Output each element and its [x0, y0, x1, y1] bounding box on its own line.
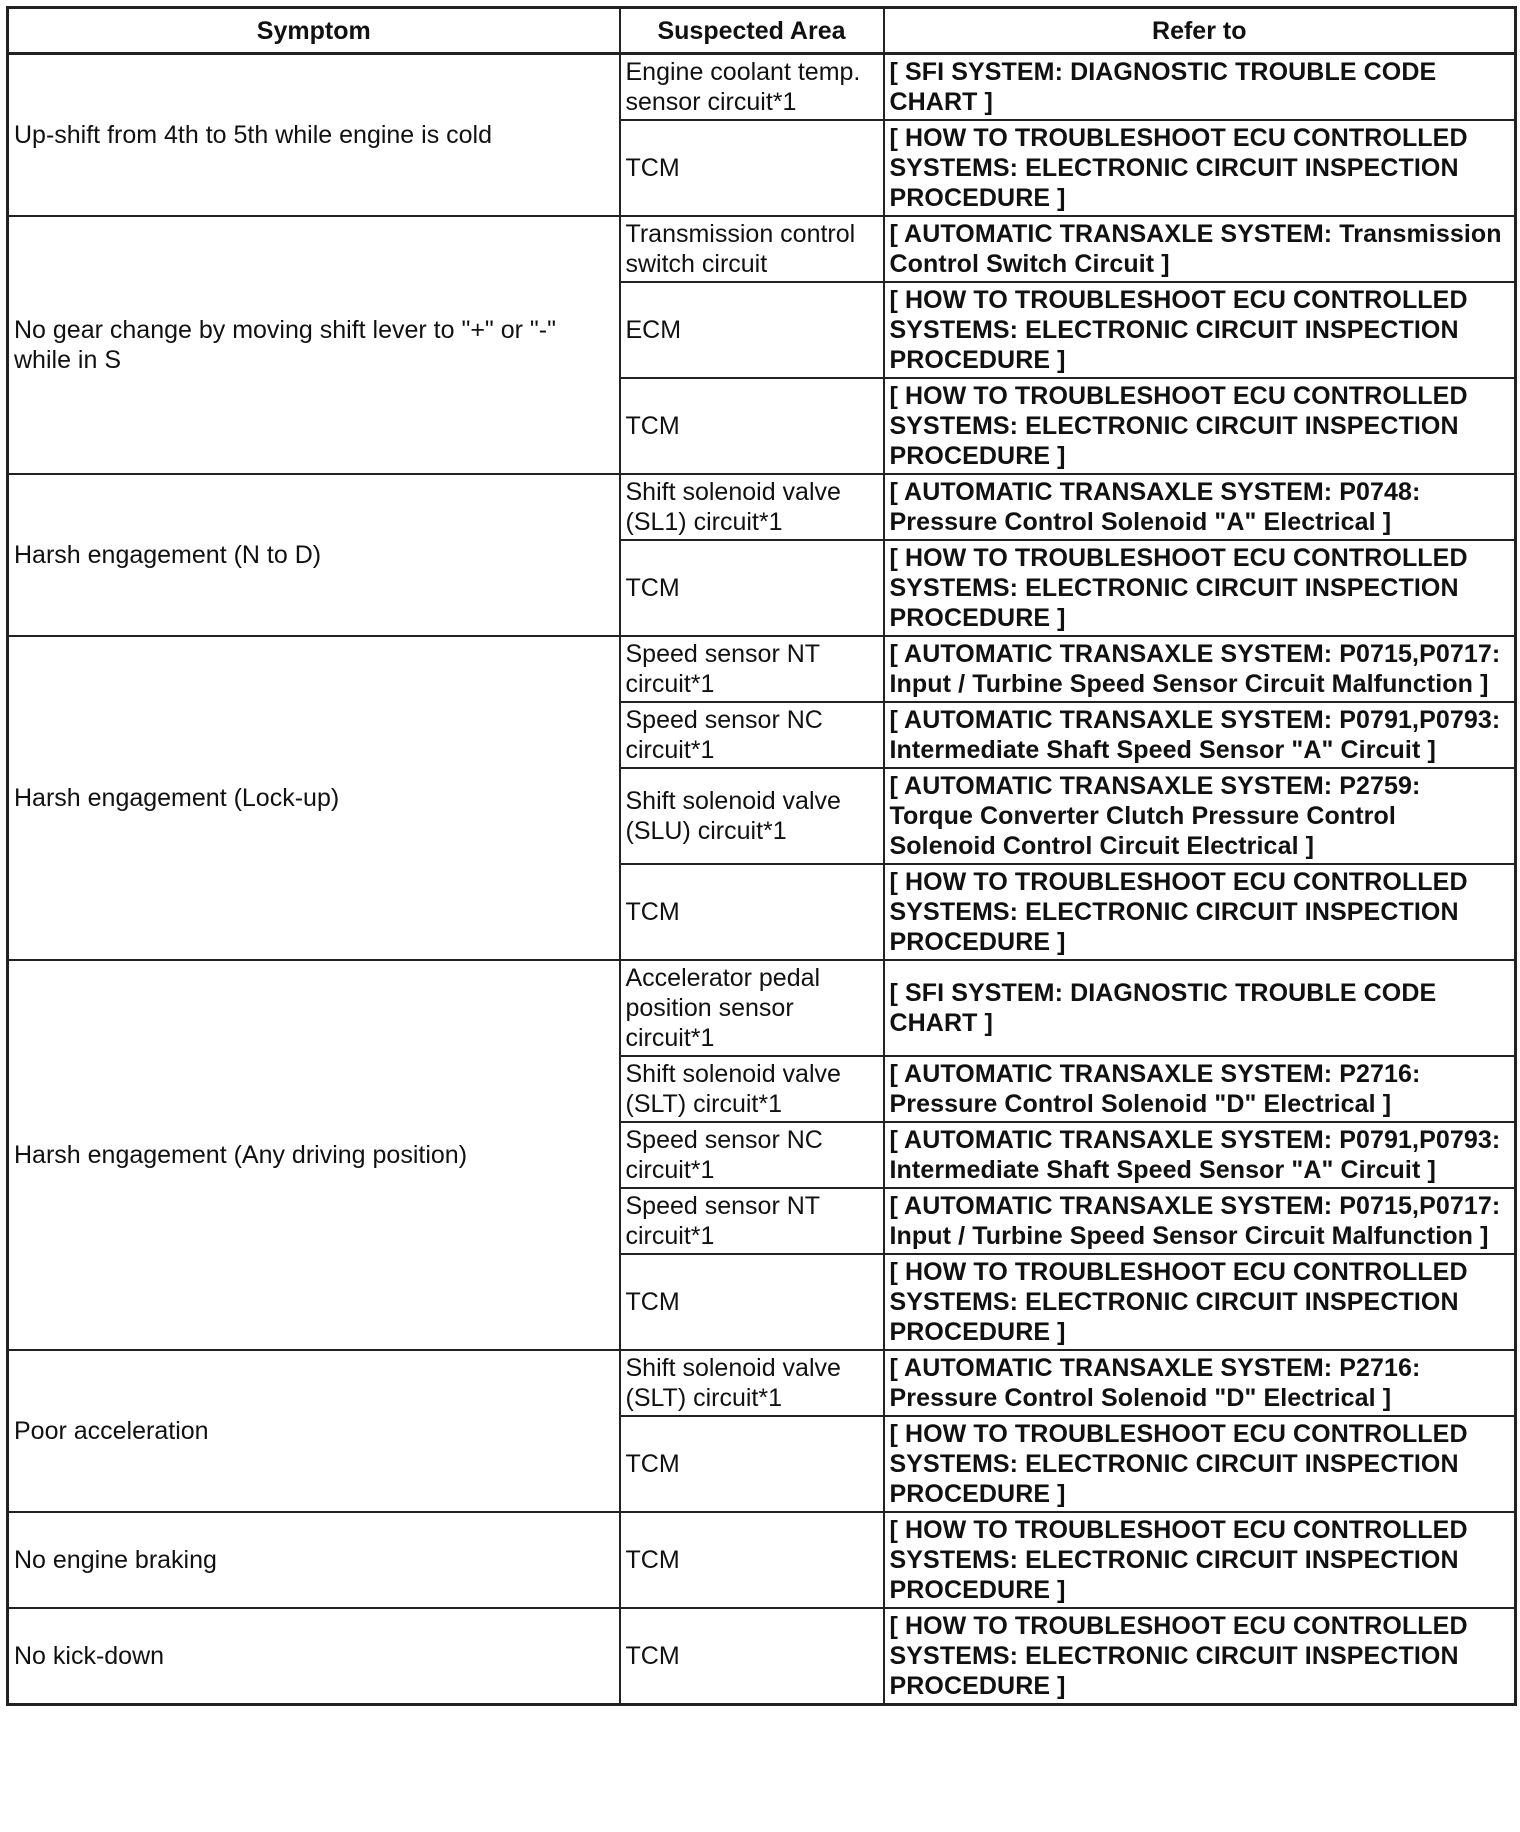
symptom-cell: Poor acceleration — [8, 1350, 620, 1512]
refer-to-link[interactable]: [ HOW TO TROUBLESHOOT ECU CONTROLLED SYSTEMS: ELECTRONIC CIRCUIT INSPECTION PROCEDURE ] — [884, 1608, 1516, 1705]
table-row — [8, 1608, 1516, 1705]
suspected-area-cell: TCM — [620, 120, 884, 216]
symptom-cell: No kick-down — [8, 1608, 620, 1705]
header-symptom: Symptom — [8, 8, 620, 54]
refer-to-link[interactable]: [ HOW TO TROUBLESHOOT ECU CONTROLLED SYSTEMS: ELECTRONIC CIRCUIT INSPECTION PROCEDURE ] — [884, 282, 1516, 378]
refer-to-link[interactable]: [ AUTOMATIC TRANSAXLE SYSTEM: P0715,P0717: Input / Turbine Speed Sensor Circuit Malfunction ] — [884, 1188, 1516, 1254]
suspected-area-cell: Shift solenoid valve (SLU) circuit*1 — [620, 768, 884, 864]
suspected-area-cell: TCM — [620, 1416, 884, 1512]
suspected-area-cell: Shift solenoid valve (SLT) circuit*1 — [620, 1056, 884, 1122]
suspected-area-cell: TCM — [620, 1512, 884, 1608]
refer-to-link[interactable]: [ SFI SYSTEM: DIAGNOSTIC TROUBLE CODE CHART ] — [884, 54, 1516, 121]
table-row — [8, 54, 1516, 121]
suspected-area-cell: TCM — [620, 540, 884, 636]
refer-to-link[interactable]: [ AUTOMATIC TRANSAXLE SYSTEM: P0715,P0717: Input / Turbine Speed Sensor Circuit Malfunction ] — [884, 636, 1516, 702]
refer-to-link[interactable]: [ AUTOMATIC TRANSAXLE SYSTEM: P0791,P0793: Intermediate Shaft Speed Sensor "A" Circuit ] — [884, 702, 1516, 768]
refer-to-link[interactable]: [ HOW TO TROUBLESHOOT ECU CONTROLLED SYSTEMS: ELECTRONIC CIRCUIT INSPECTION PROCEDURE ] — [884, 864, 1516, 960]
refer-to-link[interactable]: [ HOW TO TROUBLESHOOT ECU CONTROLLED SYSTEMS: ELECTRONIC CIRCUIT INSPECTION PROCEDURE ] — [884, 540, 1516, 636]
table-row — [8, 474, 1516, 540]
suspected-area-cell: TCM — [620, 378, 884, 474]
refer-to-link[interactable]: [ AUTOMATIC TRANSAXLE SYSTEM: P2716: Pressure Control Solenoid "D" Electrical ] — [884, 1350, 1516, 1416]
refer-to-link[interactable]: [ SFI SYSTEM: DIAGNOSTIC TROUBLE CODE CHART ] — [884, 960, 1516, 1056]
table-row — [8, 1350, 1516, 1416]
suspected-area-cell: Speed sensor NC circuit*1 — [620, 702, 884, 768]
refer-to-link[interactable]: [ HOW TO TROUBLESHOOT ECU CONTROLLED SYSTEMS: ELECTRONIC CIRCUIT INSPECTION PROCEDURE ] — [884, 1254, 1516, 1350]
table-row — [8, 636, 1516, 702]
problem-symptoms-table — [6, 6, 1517, 1706]
refer-to-link[interactable]: [ HOW TO TROUBLESHOOT ECU CONTROLLED SYSTEMS: ELECTRONIC CIRCUIT INSPECTION PROCEDURE ] — [884, 1512, 1516, 1608]
refer-to-link[interactable]: [ HOW TO TROUBLESHOOT ECU CONTROLLED SYSTEMS: ELECTRONIC CIRCUIT INSPECTION PROCEDURE ] — [884, 120, 1516, 216]
refer-to-link[interactable]: [ AUTOMATIC TRANSAXLE SYSTEM: P2716: Pressure Control Solenoid "D" Electrical ] — [884, 1056, 1516, 1122]
refer-to-link[interactable]: [ HOW TO TROUBLESHOOT ECU CONTROLLED SYSTEMS: ELECTRONIC CIRCUIT INSPECTION PROCEDURE ] — [884, 378, 1516, 474]
suspected-area-cell: ECM — [620, 282, 884, 378]
suspected-area-cell: TCM — [620, 1608, 884, 1705]
refer-to-link[interactable]: [ AUTOMATIC TRANSAXLE SYSTEM: Transmission Control Switch Circuit ] — [884, 216, 1516, 282]
refer-to-link[interactable]: [ AUTOMATIC TRANSAXLE SYSTEM: P0748: Pressure Control Solenoid "A" Electrical ] — [884, 474, 1516, 540]
suspected-area-cell: TCM — [620, 1254, 884, 1350]
symptom-cell: Harsh engagement (Any driving position) — [8, 960, 620, 1350]
symptom-cell: No engine braking — [8, 1512, 620, 1608]
refer-to-link[interactable]: [ AUTOMATIC TRANSAXLE SYSTEM: P2759: Torque Converter Clutch Pressure Control Solenoid Control Circuit Electrical ] — [884, 768, 1516, 864]
suspected-area-cell: TCM — [620, 864, 884, 960]
suspected-area-cell: Shift solenoid valve (SL1) circuit*1 — [620, 474, 884, 540]
refer-to-link[interactable]: [ AUTOMATIC TRANSAXLE SYSTEM: P0791,P0793: Intermediate Shaft Speed Sensor "A" Circuit ] — [884, 1122, 1516, 1188]
table-row — [8, 960, 1516, 1056]
symptom-cell: Harsh engagement (Lock-up) — [8, 636, 620, 960]
troubleshooting-table-wrapper — [6, 6, 1514, 1706]
suspected-area-cell: Speed sensor NC circuit*1 — [620, 1122, 884, 1188]
suspected-area-cell: Transmission control switch circuit — [620, 216, 884, 282]
suspected-area-cell: Accelerator pedal position sensor circuit*1 — [620, 960, 884, 1056]
symptom-cell: No gear change by moving shift lever to "+" or "-" while in S — [8, 216, 620, 474]
header-refer-to: Refer to — [884, 8, 1516, 54]
suspected-area-cell: Engine coolant temp. sensor circuit*1 — [620, 54, 884, 121]
table-row — [8, 1512, 1516, 1608]
symptom-cell: Harsh engagement (N to D) — [8, 474, 620, 636]
refer-to-link[interactable]: [ HOW TO TROUBLESHOOT ECU CONTROLLED SYSTEMS: ELECTRONIC CIRCUIT INSPECTION PROCEDURE ] — [884, 1416, 1516, 1512]
symptom-cell: Up-shift from 4th to 5th while engine is cold — [8, 54, 620, 217]
header-suspected-area: Suspected Area — [620, 8, 884, 54]
suspected-area-cell: Shift solenoid valve (SLT) circuit*1 — [620, 1350, 884, 1416]
header-row — [8, 8, 1516, 54]
table-body — [8, 54, 1516, 1705]
suspected-area-cell: Speed sensor NT circuit*1 — [620, 1188, 884, 1254]
suspected-area-cell: Speed sensor NT circuit*1 — [620, 636, 884, 702]
table-row — [8, 216, 1516, 282]
